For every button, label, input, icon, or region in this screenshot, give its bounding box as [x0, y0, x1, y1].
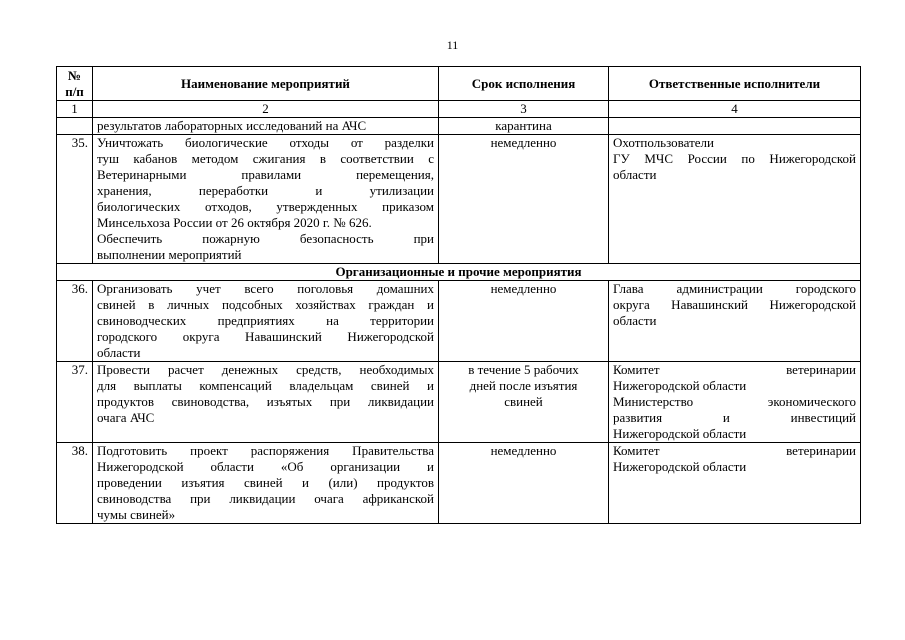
row-number: 35.	[57, 135, 93, 264]
responsible-line: ГУ МЧС России по Нижегородской	[613, 151, 856, 166]
name-line: свиноводства при ликвидации очага африканской	[97, 491, 434, 506]
row-term: немедленно	[439, 281, 609, 362]
row-name: результатов лабораторных исследований на АЧС	[93, 118, 439, 135]
row-number	[57, 118, 93, 135]
index-cell-4: 4	[609, 101, 861, 118]
row-term: немедленно	[439, 443, 609, 524]
name-line: продуктов свиноводства, изъятых при ликвидации	[97, 394, 434, 409]
name-line: Провести расчет денежных средств, необходимых	[97, 362, 434, 377]
name-line: области	[97, 345, 141, 360]
responsible-line: Министерство экономического	[613, 394, 856, 409]
table-row	[57, 443, 861, 524]
row-term	[439, 362, 609, 443]
term-line: дней после изъятия	[469, 378, 578, 393]
term-line: в течение 5 рабочих	[468, 362, 579, 377]
index-row	[57, 101, 861, 118]
responsible-line: области	[613, 167, 657, 182]
responsible-line: Нижегородской области	[613, 426, 747, 441]
term-line: свиней	[504, 394, 543, 409]
responsible-line: Комитет ветеринарии	[613, 362, 856, 377]
index-cell-1: 1	[57, 101, 93, 118]
name-line: Организовать учет всего поголовья домашних	[97, 281, 434, 296]
name-line: свиноводческих предприятиях на территории	[97, 313, 434, 328]
responsible-line: развития и инвестиций	[613, 410, 856, 425]
name-line: Нижегородской области «Об организации и	[97, 459, 434, 474]
name-line: туш кабанов методом сжигания в соответствии с	[97, 151, 434, 166]
row-responsible	[609, 118, 861, 135]
name-line: проведении изъятия свиней и (или) продуктов	[97, 475, 434, 490]
row-responsible	[609, 443, 861, 524]
page-number: 11	[446, 38, 459, 52]
row-number: 37.	[57, 362, 93, 443]
responsible-line: Нижегородской области	[613, 459, 747, 474]
responsible-line: Охотпользователи	[613, 135, 714, 150]
responsible-line: Глава администрации городского	[613, 281, 856, 296]
row-responsible	[609, 362, 861, 443]
header-name: Наименование мероприятий	[93, 67, 439, 101]
section-title: Организационные и прочие мероприятия	[57, 264, 861, 281]
header-number	[57, 67, 93, 101]
table-row	[57, 118, 861, 135]
responsible-line: Комитет ветеринарии	[613, 443, 856, 458]
name-line: чумы свиней»	[97, 507, 176, 522]
name-line: очага АЧС	[97, 410, 155, 425]
row-term: немедленно	[439, 135, 609, 264]
name-line: Минсельхоза России от 26 октября 2020 г. № 626.	[97, 215, 372, 230]
name-line: городского округа Навашинский Нижегородской	[97, 329, 434, 344]
section-row	[57, 264, 861, 281]
responsible-line: области	[613, 313, 657, 328]
name-line: Ветеринарными правилами перемещения,	[97, 167, 434, 182]
row-number: 38.	[57, 443, 93, 524]
row-term: карантина	[439, 118, 609, 135]
row-name	[93, 362, 439, 443]
header-number-line1: №	[67, 67, 82, 83]
header-term: Срок исполнения	[439, 67, 609, 101]
row-name	[93, 281, 439, 362]
row-responsible	[609, 135, 861, 264]
table-row	[57, 281, 861, 362]
name-line: биологических отходов, утвержденных приказом	[97, 199, 434, 214]
name-line: Подготовить проект распоряжения Правительства	[97, 443, 434, 458]
name-line: Уничтожать биологические отходы от разделки	[97, 135, 434, 150]
measures-table	[56, 66, 861, 524]
row-responsible	[609, 281, 861, 362]
header-row	[57, 67, 861, 101]
header-responsible: Ответственные исполнители	[609, 67, 861, 101]
table-row	[57, 362, 861, 443]
row-name	[93, 443, 439, 524]
table-row	[57, 135, 861, 264]
name-line: для выплаты компенсаций владельцам свиней и	[97, 378, 434, 393]
name-line: свиней в личных подсобных хозяйствах граждан и	[97, 297, 434, 312]
responsible-line: Нижегородской области	[613, 378, 747, 393]
index-cell-3: 3	[439, 101, 609, 118]
row-name	[93, 135, 439, 264]
name-line: хранения, переработки и утилизации	[97, 183, 434, 198]
row-number: 36.	[57, 281, 93, 362]
responsible-line: округа Навашинский Нижегородской	[613, 297, 856, 312]
header-number-line2: п/п	[65, 83, 84, 99]
index-cell-2: 2	[93, 101, 439, 118]
name-line: выполнении мероприятий	[97, 247, 242, 262]
name-line: Обеспечить пожарную безопасность при	[97, 231, 434, 246]
